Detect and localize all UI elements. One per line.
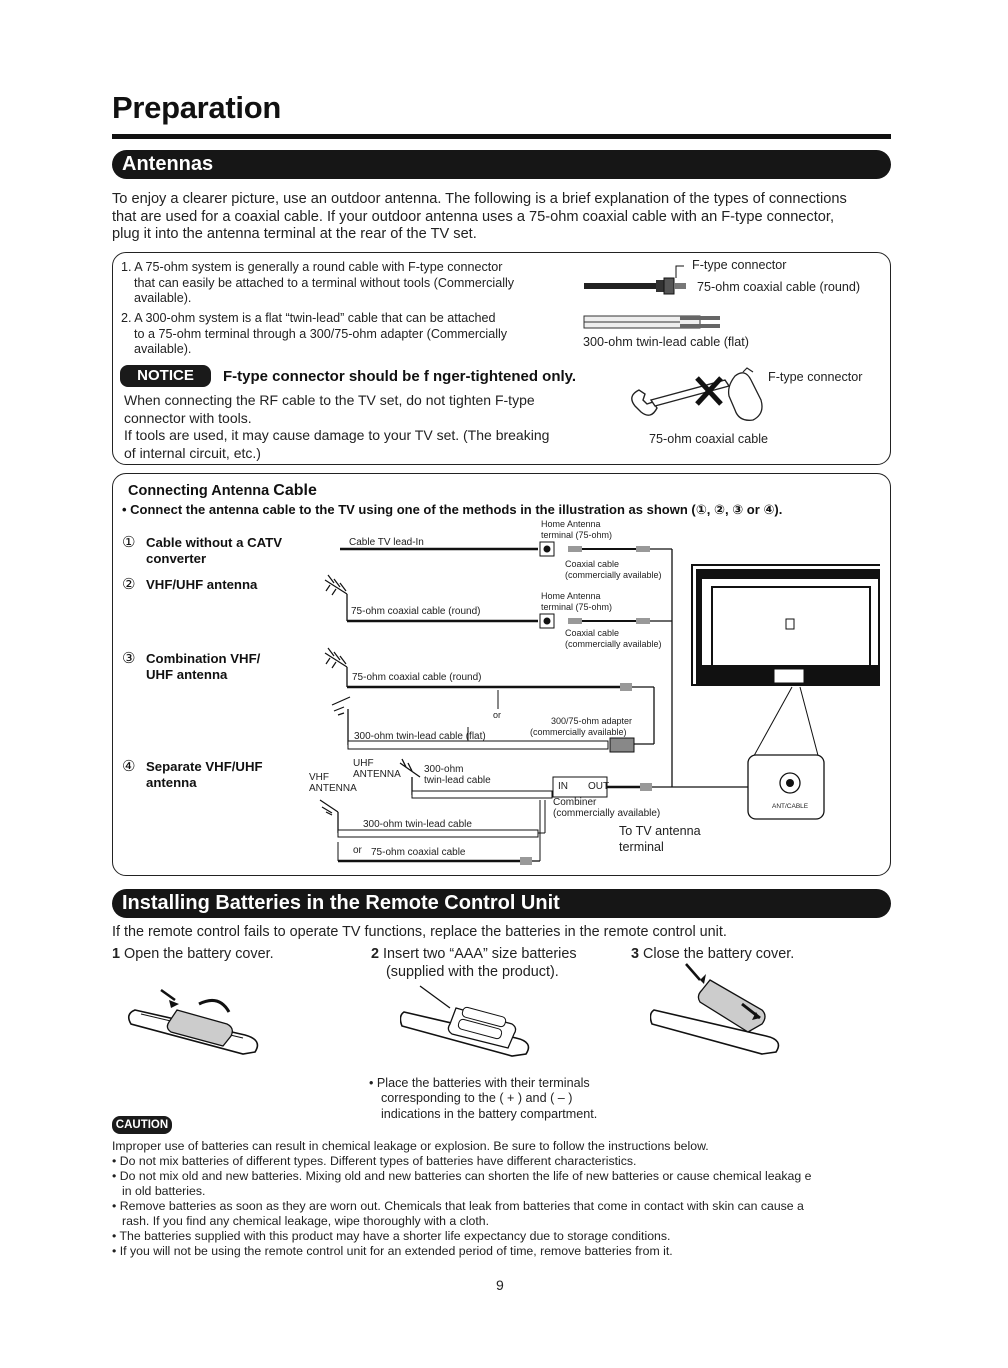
label-commercially-available-3: (commercially available) <box>530 727 627 737</box>
label-home-antenna-2: Home Antenna <box>541 591 601 601</box>
caution-line: • Do not mix old and new batteries. Mixing old and new batteries can shorten the life of new batteries or cause chemical leakag e <box>112 1169 812 1183</box>
intro-line: that are used for a coaxial cable. If your outdoor antenna uses a 75-ohm coaxial cable with an F-type connector, <box>112 208 835 225</box>
step-text: (supplied with the product). <box>386 963 559 980</box>
wrench-warning-icon <box>625 366 770 428</box>
option-line: Cable without a CATV <box>146 535 283 550</box>
step-1 <box>112 946 274 962</box>
caution-line: Improper use of batteries can result in chemical leakage or explosion. Be sure to follow the instructions below. <box>112 1139 709 1153</box>
option-line: VHF/UHF antenna <box>146 577 258 592</box>
remote-close-cover-icon <box>650 960 790 1060</box>
notice-line: of internal circuit, etc.) <box>124 444 261 461</box>
connecting-title-a: Connecting Antenna <box>128 483 274 499</box>
intro-line: plug it into the antenna terminal at the rear of the TV set. <box>112 226 477 242</box>
label-300-ohm: 300-ohm <box>424 764 464 775</box>
item-75ohm <box>121 260 581 307</box>
option-line: UHF antenna <box>146 667 228 682</box>
label-coaxial-cable-2: Coaxial cable <box>565 628 620 638</box>
option-3 <box>122 650 261 682</box>
caution-line: rash. If you find any chemical leakage, wipe thoroughly with a cloth. <box>122 1214 490 1228</box>
label-coax-round-3: 75-ohm coaxial cable (round) <box>352 672 482 683</box>
note-line: corresponding to the ( + ) and ( – ) <box>381 1091 573 1106</box>
option-line: antenna <box>146 775 197 790</box>
connecting-title <box>128 482 317 500</box>
notice-badge: NOTICE <box>120 365 211 387</box>
item-line: to a 75-ohm terminal through a 300/75-ohm adapter (Commercially <box>134 326 508 341</box>
label-or-3: or <box>493 710 502 720</box>
remote-insert-batteries-icon <box>400 982 540 1062</box>
notice-title: F-type connector should be f nger-tightened only. <box>223 368 577 385</box>
item-line: available). <box>134 291 192 305</box>
label-twin-lead-cable: twin-lead cable <box>424 775 491 786</box>
caution-text <box>112 1139 902 1259</box>
step-text: Open the battery cover. <box>124 946 274 962</box>
notice-line: If tools are used, it may cause damage to your TV set. (The breaking <box>124 427 550 443</box>
item-line: available). <box>134 342 192 356</box>
connecting-title-b: Cable <box>273 482 317 499</box>
caution-line: • The batteries supplied with this product may have a shorter life expectancy due to storage conditions. <box>112 1229 671 1243</box>
label-or-4: or <box>353 845 362 856</box>
label-terminal-75-1: terminal (75-ohm) <box>541 530 613 540</box>
label-adapter: 300/75-ohm adapter <box>551 716 633 726</box>
label-commercially-available-4: (commercially available) <box>553 808 661 819</box>
label-cable-tv-lead-in: Cable TV lead-In <box>349 537 424 548</box>
option-1 <box>122 534 283 566</box>
option-number: ② <box>122 576 136 593</box>
antennas-heading: Antennas <box>112 150 891 179</box>
option-number: ① <box>122 534 136 551</box>
label-terminal-75-2: terminal (75-ohm) <box>541 602 613 612</box>
step-text: Insert two “AAA” size batteries <box>383 946 577 962</box>
label-out: OUT <box>588 781 610 792</box>
item-line: 1. A 75-ohm system is generally a round cable with F-type connector <box>121 260 503 274</box>
label-home-antenna-1: Home Antenna <box>541 519 601 529</box>
label-vhf: VHF <box>309 772 329 783</box>
option-2 <box>122 576 258 593</box>
remote-open-cover-icon <box>125 980 265 1060</box>
label-coax-round-2: 75-ohm coaxial cable (round) <box>351 606 481 617</box>
coax-round-label: 75-ohm coaxial cable (round) <box>697 280 861 294</box>
label-vhf-antenna: ANTENNA <box>309 783 357 794</box>
batteries-heading: Installing Batteries in the Remote Control Unit <box>112 889 891 918</box>
caution-line: • Remove batteries as soon as they are worn out. Chemicals that leak from batteries that come in contact with skin can cause a <box>112 1199 804 1213</box>
option-line: converter <box>146 551 207 566</box>
page-number: 9 <box>496 1277 504 1293</box>
intro-line: To enjoy a clearer picture, use an outdoor antenna. The following is a brief explanation of the types of connections <box>112 191 847 207</box>
notice-coax-label: 75-ohm coaxial cable <box>649 432 769 446</box>
item-300ohm <box>121 311 581 358</box>
caution-line: • Do not mix batteries of different types. Different types of batteries have different characteristics. <box>112 1154 637 1168</box>
label-ant-cable: ANT/CABLE <box>772 803 809 810</box>
option-number: ③ <box>122 650 136 667</box>
caution-line: • If you will not be using the remote control unit for an extended period of time, remove batteries from it. <box>112 1244 673 1258</box>
option-number: ④ <box>122 758 136 775</box>
caution-line: in old batteries. <box>122 1184 206 1198</box>
label-combiner: Combiner <box>553 797 597 808</box>
step-number: 3 <box>631 946 640 962</box>
caution-badge: CAUTION <box>112 1116 172 1134</box>
notice-f-type-label: F-type connector <box>768 370 863 384</box>
item-line: that can easily be attached to a terminal without tools (Commercially <box>134 275 515 290</box>
page-title: Preparation <box>112 90 281 125</box>
option-line: Combination VHF/ <box>146 651 261 666</box>
notice-line: connector with tools. <box>124 409 252 426</box>
item-line: 2. A 300-ohm system is a flat “twin-lead” cable that can be attached <box>121 311 496 325</box>
twin-lead-label: 300-ohm twin-lead cable (flat) <box>583 335 749 349</box>
option-line: Separate VHF/UHF <box>146 759 263 774</box>
option-4 <box>122 758 263 790</box>
notice-line: When connecting the RF cable to the TV set, do not tighten F-type <box>124 392 535 408</box>
battery-note <box>369 1076 597 1122</box>
step-number: 2 <box>371 946 380 962</box>
connecting-instruction: • Connect the antenna cable to the TV using one of the methods in the illustration as shown (①, ②, ③ or ④). <box>122 502 783 517</box>
label-terminal: terminal <box>619 840 664 854</box>
label-twin-lead-flat: 300-ohm twin-lead cable (flat) <box>354 731 486 742</box>
label-in: IN <box>558 781 568 792</box>
label-to-tv: To TV antenna <box>619 824 701 838</box>
label-coax-75: 75-ohm coaxial cable <box>371 847 466 858</box>
label-uhf: UHF <box>353 758 374 769</box>
label-twin-lead-300: 300-ohm twin-lead cable <box>363 819 472 830</box>
antennas-intro <box>112 191 902 244</box>
step-number: 1 <box>112 946 121 962</box>
step-2 <box>371 946 577 981</box>
label-commercially-available-1: (commercially available) <box>565 570 662 580</box>
label-coaxial-cable-1: Coaxial cable <box>565 559 620 569</box>
step-text: Close the battery cover. <box>643 946 795 962</box>
title-rule <box>112 134 891 139</box>
notice-text <box>124 392 604 462</box>
batteries-intro: If the remote control fails to operate TV functions, replace the batteries in the remote control unit. <box>112 924 727 940</box>
label-commercially-available-2: (commercially available) <box>565 639 662 649</box>
note-line: • Place the batteries with their terminals <box>369 1076 590 1090</box>
note-line: indications in the battery compartment. <box>381 1106 598 1121</box>
label-uhf-antenna: ANTENNA <box>353 769 401 780</box>
f-type-connector-label: F-type connector <box>692 258 787 272</box>
